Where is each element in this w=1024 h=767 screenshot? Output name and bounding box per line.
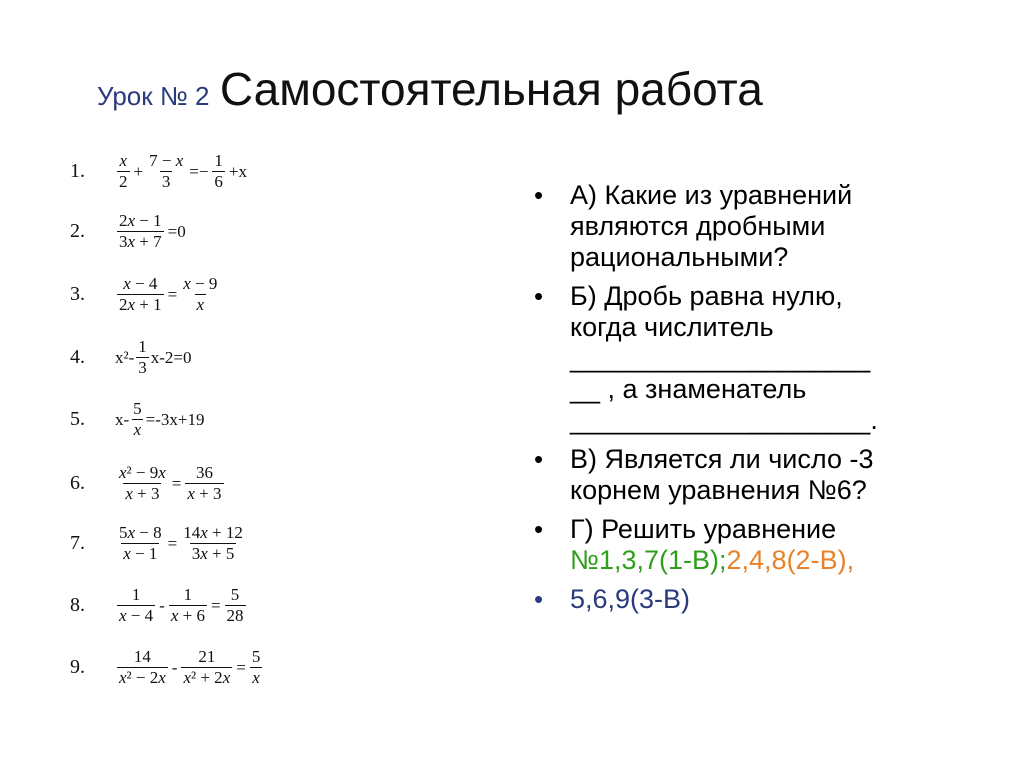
lesson-number: Урок № 2 (97, 81, 210, 111)
task-v (530, 444, 970, 506)
variant-2-equations: 2,4,8(2-В), (726, 545, 855, 575)
equation-number: 5. (70, 408, 85, 430)
answer-blank: ____________________ (570, 343, 871, 373)
task-text: когда числитель (570, 312, 774, 342)
equation-2: 2. $\frac{2x - 1}{3x + 7}$ =0 (70, 211, 186, 251)
slide-title (97, 62, 763, 116)
equation-number: 8. (70, 594, 85, 616)
equation-number: 6. (70, 472, 85, 494)
variant-1-equations: №1,3,7(1-В); (570, 545, 727, 575)
equation-number: 3. (70, 283, 85, 305)
task-text: • А) Какие из уравнений (570, 180, 853, 210)
equation-number: 2. (70, 220, 85, 242)
task-b (530, 281, 970, 436)
task-text: являются дробными (570, 211, 826, 241)
task-text: • Г) Решить уравнение (570, 514, 837, 544)
equation-number: 9. (70, 656, 85, 678)
equation-7: 7. $\frac{5x - 8}{x - 1}$ = $\frac{14x + 12}{3x + 5}$ (70, 523, 243, 563)
equation-9: 9. $\frac{14}{\text{x² − 2x}}$ - $\frac{21}{\text{x² + 2x}}$ = $\frac{5}{x}$ (70, 647, 261, 687)
page-title: Самостоятельная работа (219, 63, 763, 115)
equation-6: 6. $\frac{\text{x² − 9x}}{x + 3}$ = $\frac{36}{x + 3}$ (70, 463, 222, 503)
equation-4: 4. x²- $\frac{1}{3}$ x-2=0 (70, 337, 192, 377)
task-text: корнем уравнения №6? (570, 475, 867, 505)
variant-3-equations: • 5,6,9(3-В) (570, 584, 691, 614)
equation-number: 1. (70, 160, 85, 182)
task-text: • Б) Дробь равна нулю, (570, 281, 843, 311)
task-text: __ , а знаменатель (570, 374, 807, 404)
task-list (530, 180, 970, 623)
equation-3: 3. $\frac{x - 4}{2x + 1}$ = $\frac{x - 9}{x}$ (70, 274, 218, 314)
task-a (530, 180, 970, 273)
task-g (530, 514, 970, 576)
task-text: рациональными? (570, 242, 789, 272)
equation-8: 8. $\frac{1}{x - 4}$ - $\frac{1}{x + 6}$ = $\frac{5}{28}$ (70, 585, 244, 625)
equation-number: 4. (70, 346, 85, 368)
answer-blank: ____________________. (570, 405, 878, 435)
task-text: • В) Является ли число -3 (570, 444, 874, 474)
task-g-variant-3 (530, 584, 970, 615)
equation-5: 5. x- $\frac{5}{x}$ =-3x+19 (70, 399, 205, 439)
equation-number: 7. (70, 532, 85, 554)
equation-1: 1. $\frac{x}{2}$ + $\frac{7 - x}{3}$ =− $\frac{1}{6}$ +x (70, 151, 248, 191)
